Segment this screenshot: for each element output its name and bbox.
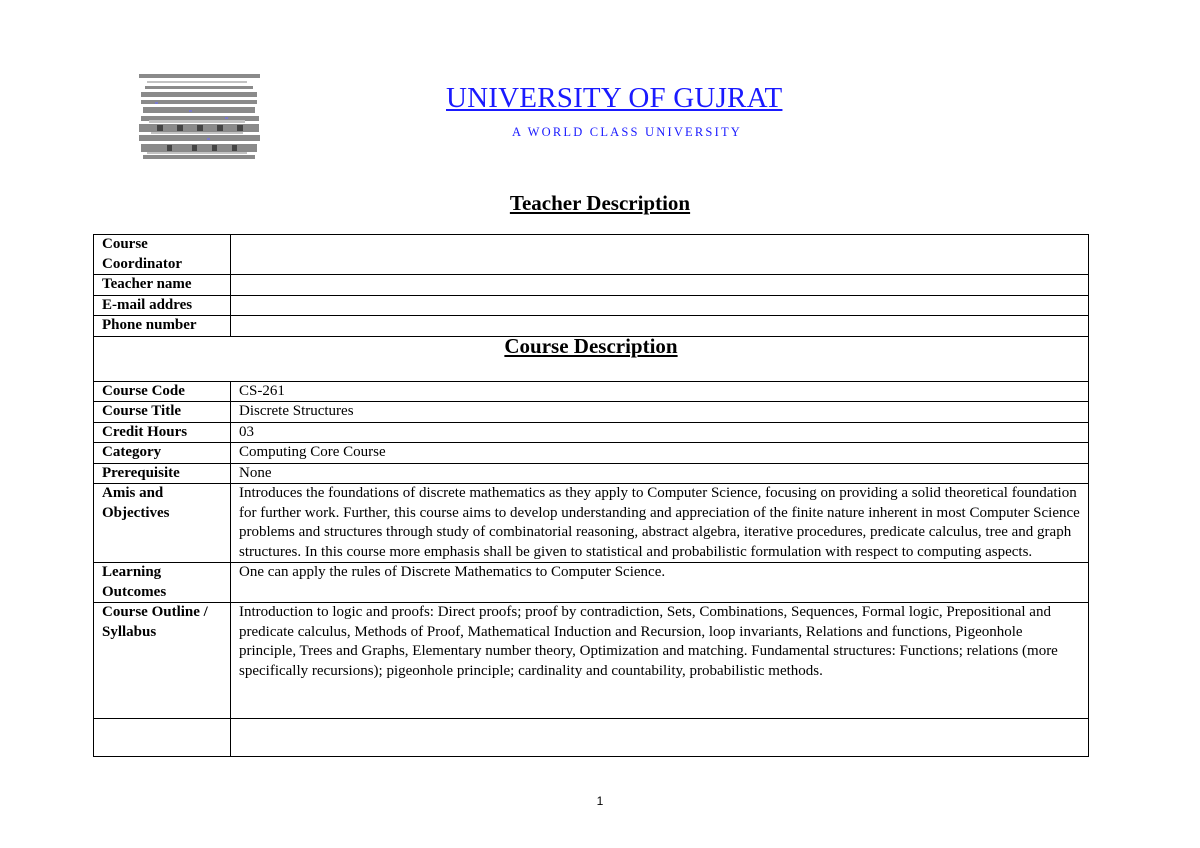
row-value	[231, 235, 1089, 275]
row-value: None	[231, 463, 1089, 484]
row-value: One can apply the rules of Discrete Mathematics to Computer Science.	[231, 563, 1089, 603]
table-row	[94, 422, 1089, 443]
table-row	[94, 275, 1089, 296]
table-row	[94, 443, 1089, 464]
row-value: Introduces the foundations of discrete mathematics as they apply to Computer Science, focusing on providing a solid theoretical foundation for further work. Further, this course aims to develop understanding and appreciation of the finite nature inherent in most Computer Science problems and structures through study of combinatorial reasoning, abstract algebra, iterative procedures, predicate calculus, tree and graph structures. In this course more emphasis shall be given to statistical and probabilistic formulation with respect to computing aspects.	[231, 484, 1089, 563]
row-label: Course Title	[94, 402, 231, 423]
table-row	[94, 463, 1089, 484]
row-label: Category	[94, 443, 231, 464]
row-value: 03	[231, 422, 1089, 443]
row-label: Teacher name	[94, 275, 231, 296]
table-row	[94, 563, 1089, 603]
row-value	[231, 275, 1089, 296]
row-value	[231, 295, 1089, 316]
row-value	[231, 316, 1089, 337]
row-label: Amis and Objectives	[94, 484, 231, 563]
row-value: Computing Core Course	[231, 443, 1089, 464]
course-description-title: Course Description	[94, 336, 1089, 381]
row-label: E-mail addres	[94, 295, 231, 316]
table-row	[94, 603, 1089, 719]
university-logo-icon	[137, 72, 262, 162]
row-value: Introduction to logic and proofs: Direct proofs; proof by contradiction, Sets, Combinations, Sequences, Formal logic, Prepositional and predicate calculus, Methods of Proof, Mathematical Induction and Recursion, loop invariants, Relations and functions, Pigeonhole principle, Trees and Graphs, Elementary number theory, Optimization and matching. Fundamental structures: Functions; relations (more specifically recursions); pigeonhole principle; cardinality and countability, probabilistic methods.	[231, 603, 1089, 719]
empty-table-row	[94, 719, 1089, 757]
row-label: Learning Outcomes	[94, 563, 231, 603]
table-row	[94, 381, 1089, 402]
table-row	[94, 316, 1089, 337]
course-description-header-row	[94, 336, 1089, 381]
page-number: 1	[596, 794, 604, 808]
row-label: Course Code	[94, 381, 231, 402]
table-row	[94, 235, 1089, 275]
row-label: Credit Hours	[94, 422, 231, 443]
teacher-description-title: Teacher Description	[509, 191, 691, 215]
row-label: Course Outline / Syllabus	[94, 603, 231, 719]
row-label: Phone number	[94, 316, 231, 337]
row-value: Discrete Structures	[231, 402, 1089, 423]
row-label: Course Coordinator	[94, 235, 231, 275]
university-tagline: A WORLD CLASS UNIVERSITY	[512, 125, 743, 139]
university-name: UNIVERSITY OF GUJRAT	[446, 82, 783, 114]
table-row	[94, 484, 1089, 563]
course-info-table	[93, 234, 1089, 757]
table-row	[94, 295, 1089, 316]
row-label: Prerequisite	[94, 463, 231, 484]
row-value: CS-261	[231, 381, 1089, 402]
table-row	[94, 402, 1089, 423]
empty-cell	[231, 719, 1089, 757]
empty-cell	[94, 719, 231, 757]
